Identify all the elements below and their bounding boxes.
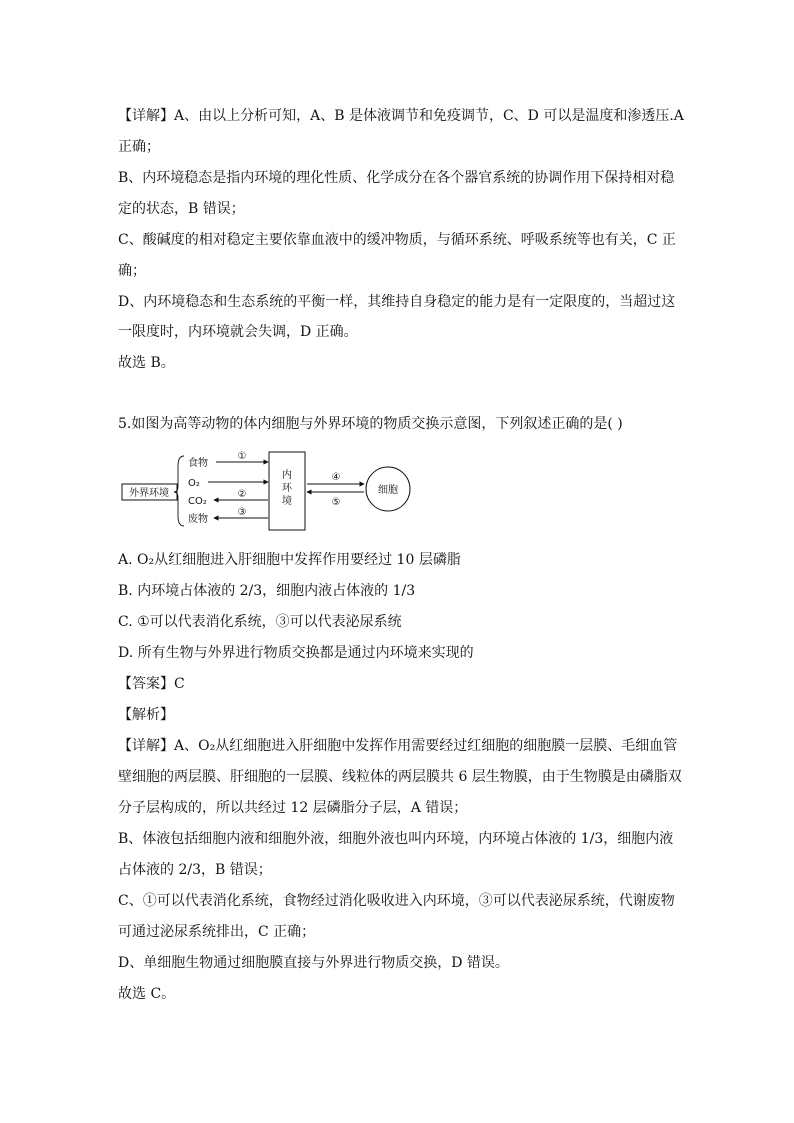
detail-line-2: 正确； [118, 139, 160, 155]
detail-line-3: B、内环境稳态是指内环境的理化性质、化学成分在各个器官系统的协调作用下保持相对稳 [118, 170, 675, 186]
num-1: ① [237, 451, 247, 462]
option-a: A. O₂从红细胞进入肝细胞中发挥作用要经过 10 层磷脂 [118, 552, 461, 568]
waste-label: 废物 [188, 514, 208, 525]
num-5: ⑤ [331, 497, 341, 508]
outer-environment-label: 外界环境 [129, 488, 169, 499]
inner-label-1: 内 [282, 470, 292, 481]
exchange-diagram [118, 446, 418, 534]
detail-tag: 【详解】 [118, 108, 174, 124]
inner-label-2: 环 [282, 483, 292, 494]
question-stem: 5.如图为高等动物的体内细胞与外界环境的物质交换示意图，下列叙述正确的是( ) [118, 416, 623, 432]
analysis-line-1: 【详解】A、O₂从红细胞进入肝细胞中发挥作用需要经过红细胞的细胞膜一层膜、毛细血管 [118, 738, 678, 754]
food-label: 食物 [188, 458, 208, 469]
analysis-line-3: 分子层构成的，所以共经过 12 层磷脂分子层，A 错误； [118, 800, 468, 816]
inner-label-3: 境 [282, 496, 292, 507]
analysis-line-7: 可通过泌尿系统排出，C 正确； [118, 924, 316, 940]
num-2: ② [237, 489, 247, 500]
num-3: ③ [237, 507, 247, 518]
exchange-diagram-svg [118, 446, 418, 534]
detail-line-4: 定的状态，B 错误； [118, 201, 245, 217]
option-c: C. ①可以代表消化系统，③可以代表泌尿系统 [118, 614, 402, 630]
analysis-label: 【解析】 [118, 707, 174, 723]
analysis-line-2: 壁细胞的两层膜、肝细胞的一层膜、线粒体的两层膜共 6 层生物膜，由于生物膜是由磷脂双 [118, 769, 682, 785]
detail-line-5: C、酸碱度的相对稳定主要依靠血液中的缓冲物质，与循环系统、呼吸系统等也有关，C 正 [118, 232, 676, 248]
num-4: ④ [331, 472, 341, 483]
analysis-line-4: B、体液包括细胞内液和细胞外液，细胞外液也叫内环境，内环境占体液的 1/3，细胞内液 [118, 831, 674, 847]
detail-line-8: 一限度时，内环境就会失调，D 正确。 [118, 324, 358, 340]
analysis-line-6: C、①可以代表消化系统，食物经过消化吸收进入内环境，③可以代表泌尿系统，代谢废物 [118, 893, 675, 909]
option-d: D. 所有生物与外界进行物质交换都是通过内环境来实现的 [118, 645, 474, 661]
detail-line-1 [118, 106, 684, 126]
o2-label: O₂ [188, 478, 200, 489]
answer-line: 【答案】C [118, 676, 185, 692]
analysis-line-5: 占体液的 2/3，B 错误； [118, 862, 272, 878]
analysis-line-8: D、单细胞生物通过细胞膜直接与外界进行物质交换，D 错误。 [118, 955, 509, 971]
co2-label: CO₂ [188, 496, 207, 507]
detail-text: A、由以上分析可知，A、B 是体液调节和免疫调节，C、D 可以是温度和渗透压.A [174, 108, 684, 124]
detail-line-6: 确； [118, 263, 146, 279]
cell-label: 细胞 [378, 485, 398, 496]
analysis-line-9: 故选 C。 [118, 986, 176, 1002]
brace [174, 456, 184, 526]
detail-line-7: D、内环境稳态和生态系统的平衡一样，其维持自身稳定的能力是有一定限度的，当超过这 [118, 294, 676, 310]
detail-line-9: 故选 B。 [118, 355, 175, 371]
option-b: B. 内环境占体液的 2/3，细胞内液占体液的 1/3 [118, 583, 416, 599]
